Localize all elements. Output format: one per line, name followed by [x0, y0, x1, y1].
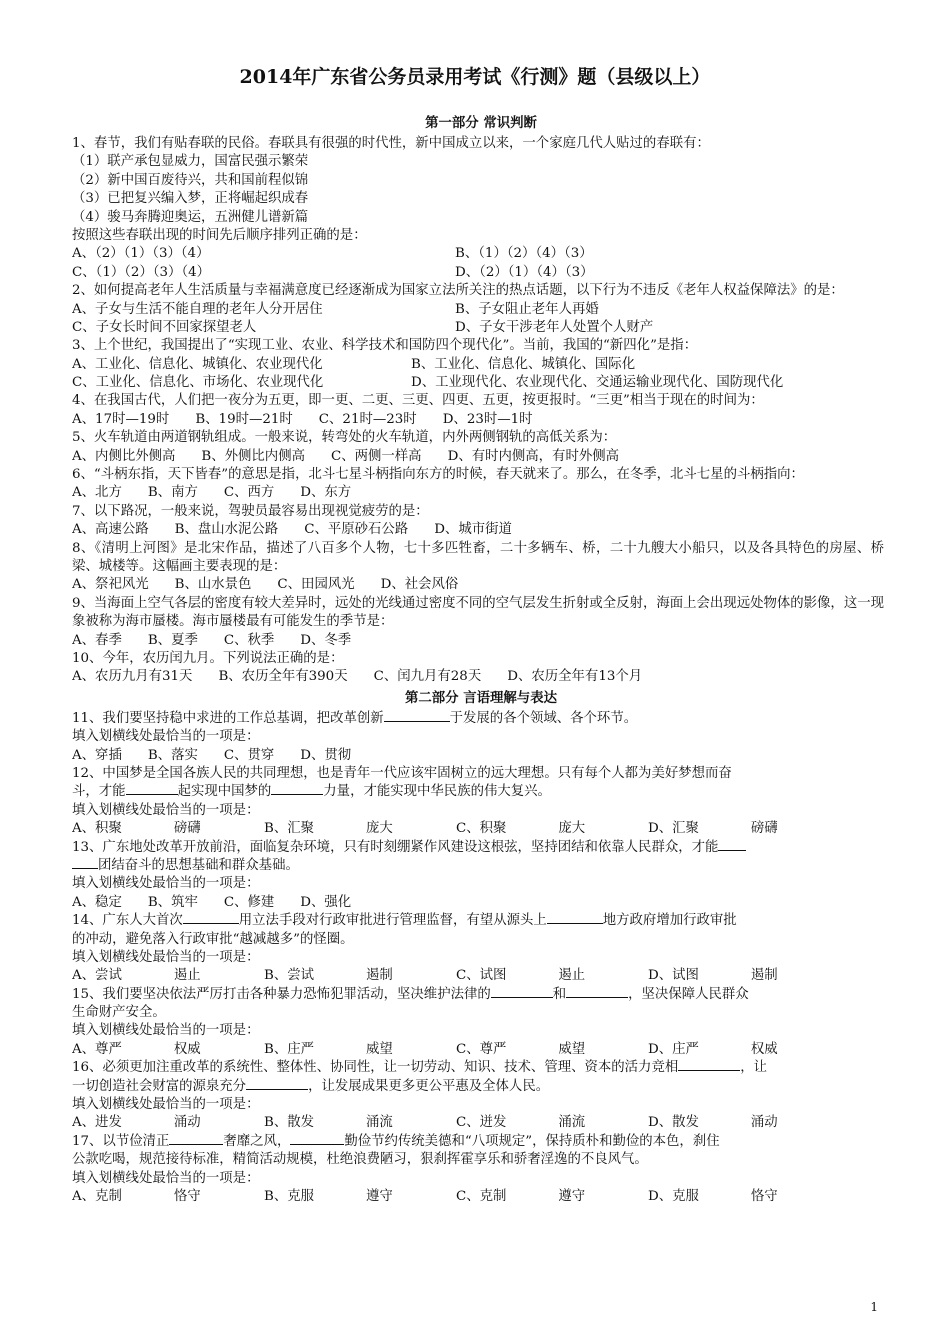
q16-stem-line2: 一切创造社会财富的源泉充分 ，让发展成果更多更公平惠及全体人民。	[72, 1078, 550, 1094]
q4-option-a: A、17时—19时	[72, 411, 170, 427]
q12-stem-line1: 12、中国梦是全国各族人民的共同理想，也是青年一代应该牢固树立的远大理想。只有每个人都为美好梦想而奋	[72, 765, 732, 781]
question-6	[72, 466, 890, 503]
q3-option-a: A、工业化、信息化、城镇化、农业现代化	[72, 356, 323, 372]
q12-option-a: A、积聚 磅礴	[72, 821, 201, 837]
q12-option-d: D、汇聚 磅礴	[648, 821, 778, 837]
q17-option-a: A、克制 恪守	[72, 1188, 201, 1204]
q14-stem-line2: 的冲动，避免落入行政审批“越减越多”的怪圈。	[72, 931, 354, 947]
q14-blank	[547, 923, 603, 924]
q12-stem-line2: 斗，才能 起实现中国梦的 力量，才能实现中华民族的伟大复兴。	[72, 784, 551, 800]
q8-option-a: A、祭祀风光	[72, 577, 149, 593]
q3-option-c: C、工业化、信息化、市场化、农业现代化	[72, 375, 324, 391]
q12-prompt: 填入划横线处最恰当的一项是：	[72, 802, 260, 818]
question-17	[72, 1133, 890, 1207]
q17-option-c: C、克制 遵守	[456, 1188, 586, 1204]
q14-stem-line1: 14、广东人大首次 用立法手段对行政审批进行管理监督，有望从源头上 地方政府增加行政审批	[72, 913, 737, 929]
q1-prompt: 按照这些春联出现的时间先后顺序排列正确的是：	[72, 227, 367, 243]
q7-option-c: C、平原砂石公路	[304, 522, 409, 538]
q9-option-c: C、秋季	[223, 632, 275, 648]
q1-option-a: A、（2）（1）（3）（4）	[72, 246, 210, 262]
page-title: 2014年广东省公务员录用考试《行测》题（县级以上）	[239, 66, 711, 88]
question-10	[72, 650, 890, 687]
q8-option-c: C、田园风光	[277, 577, 355, 593]
question-5	[72, 429, 890, 466]
q1-item: （1）联产承包显威力，国富民强示繁荣	[72, 154, 309, 170]
q13-option-a: A、稳定	[72, 894, 122, 910]
q8-option-b: B、山水景色	[174, 577, 252, 593]
q15-option-c: C、尊严 威望	[456, 1041, 586, 1057]
q8-stem: 8、《清明上河图》是北宋作品，描述了八百多个人物，七十多匹牲畜，二十多辆车、桥，二十九艘大小船只，以及各具特色的房屋、桥梁、城楼等。这幅画主要表现的是：	[72, 540, 884, 575]
q6-option-c: C、西方	[223, 485, 275, 501]
q12-blank	[126, 794, 178, 795]
q17-option-b: B、克服 遵守	[264, 1188, 393, 1204]
q11-blank	[384, 721, 450, 722]
q6-option-a: A、北方	[72, 485, 122, 501]
q15-option-a: A、尊严 权威	[72, 1041, 201, 1057]
page-number: 1	[870, 1300, 878, 1314]
q9-option-d: D、冬季	[300, 632, 352, 648]
q11-option-d: D、贯彻	[300, 747, 352, 763]
q14-option-b: B、尝试 遏制	[264, 968, 393, 984]
q1-option-d: D、（2）（1）（4）（3）	[455, 264, 594, 280]
q10-option-b: B、农历全年有390天	[218, 669, 348, 685]
q1-item: （3）已把复兴编入梦，正将崛起织成春	[72, 191, 309, 207]
q16-option-c: C、迸发 涌流	[456, 1115, 586, 1131]
question-15	[72, 986, 890, 1060]
question-3	[72, 337, 890, 392]
q16-blank	[678, 1070, 740, 1071]
q1-option-b: B、（1）（2）（4）（3）	[455, 246, 593, 262]
q17-prompt: 填入划横线处最恰当的一项是：	[72, 1170, 260, 1186]
q15-stem-line1: 15、我们要坚决依法严厉打击各种暴力恐怖犯罪活动，坚决维护法律的 和 ，坚决保障人民群众	[72, 986, 749, 1002]
q4-option-d: D、23时—1时	[442, 411, 533, 427]
q10-option-c: C、闰九月有28天	[373, 669, 482, 685]
q4-option-b: B、19时—21时	[195, 411, 293, 427]
question-2	[72, 282, 890, 337]
q10-option-d: D、农历全年有13个月	[507, 669, 643, 685]
q1-stem: 1、春节，我们有贴春联的民俗。春联具有很强的时代性，新中国成立以来，一个家庭几代人贴过的春联有：	[72, 136, 710, 151]
q11-stem: 11、我们要坚持稳中求进的工作总基调，把改革创新 于发展的各个领域、各个环节。	[72, 710, 638, 726]
question-7	[72, 503, 890, 540]
q1-item: （2）新中国百废待兴，共和国前程似锦	[72, 172, 309, 188]
q17-blank	[169, 1144, 223, 1145]
q10-option-a: A、农历九月有31天	[72, 669, 193, 685]
q13-option-b: B、筑牢	[147, 894, 198, 910]
q6-option-b: B、南方	[147, 485, 198, 501]
q2-option-c: C、子女长时间不回家探望老人	[72, 319, 257, 335]
q11-option-c: C、贯穿	[223, 747, 275, 763]
q13-blank	[718, 850, 746, 851]
q15-option-b: B、庄严 威望	[264, 1041, 393, 1057]
q12-option-c: C、积聚 庞大	[456, 821, 586, 837]
q9-option-a: A、春季	[72, 632, 122, 648]
question-14	[72, 912, 890, 986]
q15-option-d: D、庄严 权威	[648, 1041, 778, 1057]
q16-stem-line1: 16、必须更加注重改革的系统性、整体性、协同性，让一切劳动、知识、技术、管理、资本的活力竞相 ，让	[72, 1060, 768, 1076]
q14-option-c: C、试图 遏止	[456, 968, 586, 984]
q13-blank	[72, 868, 98, 869]
question-13	[72, 839, 890, 913]
q15-prompt: 填入划横线处最恰当的一项是：	[72, 1023, 260, 1039]
q3-option-d: D、工业现代化、农业现代化、交通运输业现代化、国防现代化	[411, 375, 784, 391]
exam-content	[72, 112, 890, 1206]
q16-option-d: D、散发 涌动	[648, 1115, 778, 1131]
question-8	[72, 540, 890, 595]
question-4	[72, 392, 890, 429]
q7-option-b: B、盘山水泥公路	[174, 522, 279, 538]
q14-blank	[183, 923, 239, 924]
q5-option-a: A、内侧比外侧高	[72, 448, 176, 464]
q16-prompt: 填入划横线处最恰当的一项是：	[72, 1097, 260, 1113]
q2-option-a: A、子女与生活不能自理的老年人分开居住	[72, 301, 323, 317]
q10-stem: 10、今年，农历闰九月。下列说法正确的是：	[72, 651, 344, 667]
q16-option-a: A、进发 涌动	[72, 1115, 201, 1131]
q7-option-d: D、城市街道	[434, 522, 512, 538]
q7-option-a: A、高速公路	[72, 522, 149, 538]
q7-stem: 7、以下路况，一般来说，驾驶员最容易出现视觉疲劳的是：	[72, 503, 429, 519]
q5-option-d: D、有时内侧高，有时外侧高	[447, 448, 620, 464]
part1-heading: 第一部分 常识判断	[425, 115, 537, 131]
q4-option-c: C、21时—23时	[318, 411, 417, 427]
q11-option-b: B、落实	[147, 747, 198, 763]
q17-stem-line1: 17、以节俭清正 奢靡之风， 勤俭节约传统美德和“八项规定”，保持质朴和勤俭的本色，刹住	[72, 1133, 720, 1149]
q16-option-b: B、散发 涌流	[264, 1115, 393, 1131]
question-16	[72, 1059, 890, 1133]
q17-blank	[290, 1144, 344, 1145]
q5-stem: 5、火车轨道由两道钢轨组成。一般来说，转弯处的火车轨道，内外两侧钢轨的高低关系为：	[72, 430, 617, 446]
q2-option-b: B、子女阻止老年人再婚	[455, 301, 599, 317]
q13-option-c: C、修建	[223, 894, 275, 910]
q3-option-b: B、工业化、信息化、城镇化、国际化	[411, 356, 636, 372]
q6-stem: 6、“斗柄东指，天下皆春”的意思是指，北斗七星斗柄指向东方的时候，春天就来了。那么，在冬季，北斗七星的斗柄指向：	[72, 467, 804, 483]
q11-option-a: A、穿插	[72, 747, 122, 763]
question-1	[72, 135, 890, 282]
q13-option-d: D、强化	[300, 894, 352, 910]
q9-stem: 9、当海面上空气各层的密度有较大差异时，远处的光线通过密度不同的空气层发生折射或全反射，海面上会出现远处物体的影像，这一现象被称为海市蜃楼。海市蜃楼最有可能发生的季节是：	[72, 595, 884, 630]
q1-item: （4）骏马奔腾迎奥运，五洲健儿谱新篇	[72, 209, 309, 225]
q4-stem: 4、在我国古代，人们把一夜分为五更，即一更、二更、三更、四更、五更，按更报时。“三更”相当于现在的时间为：	[72, 393, 764, 409]
q14-prompt: 填入划横线处最恰当的一项是：	[72, 949, 260, 965]
question-12	[72, 765, 890, 839]
q3-stem: 3、上个世纪，我国提出了“实现工业、农业、科学技术和国防四个现代化”。当前，我国的“新四化”是指：	[72, 338, 698, 354]
q17-option-d: D、克服 恪守	[648, 1188, 778, 1204]
q15-stem-line2: 生命财产安全。	[72, 1005, 166, 1021]
q13-stem-line2: 团结奋斗的思想基础和群众基础。	[72, 857, 890, 875]
q16-blank	[246, 1089, 308, 1090]
q15-blank	[566, 997, 628, 998]
q13-prompt: 填入划横线处最恰当的一项是：	[72, 876, 260, 892]
question-11	[72, 710, 890, 765]
q13-stem-line1: 13、广东地处改革开放前沿，面临复杂环境，只有时刻绷紧作风建设这根弦，坚持团结和依靠人民群众，才能	[72, 839, 890, 857]
q14-option-d: D、试图 遏制	[648, 968, 778, 984]
q9-option-b: B、夏季	[147, 632, 198, 648]
question-9	[72, 595, 890, 650]
q12-option-b: B、汇聚 庞大	[264, 821, 393, 837]
part2-heading: 第二部分 言语理解与表达	[405, 689, 557, 706]
q2-option-d: D、子女干涉老年人处置个人财产	[455, 319, 654, 335]
q15-blank	[491, 997, 553, 998]
q8-option-d: D、社会风俗	[380, 577, 459, 593]
q11-prompt: 填入划横线处最恰当的一项是：	[72, 729, 260, 745]
q2-stem: 2、如何提高老年人生活质量与幸福满意度已经逐渐成为国家立法所关注的热点话题，以下行为不违反《老年人权益保障法》的是：	[72, 283, 844, 299]
q1-option-c: C、（1）（2）（3）（4）	[72, 264, 211, 280]
q17-stem-line2: 公款吃喝，规范接待标准，精简活动规模，杜绝浪费陋习，狠刹挥霍享乐和骄奢淫逸的不良风气。	[72, 1152, 648, 1168]
q12-blank	[271, 794, 323, 795]
q5-option-b: B、外侧比内侧高	[201, 448, 305, 464]
q14-option-a: A、尝试 遏止	[72, 968, 201, 984]
q6-option-d: D、东方	[300, 485, 352, 501]
q5-option-c: C、两侧一样高	[330, 448, 422, 464]
